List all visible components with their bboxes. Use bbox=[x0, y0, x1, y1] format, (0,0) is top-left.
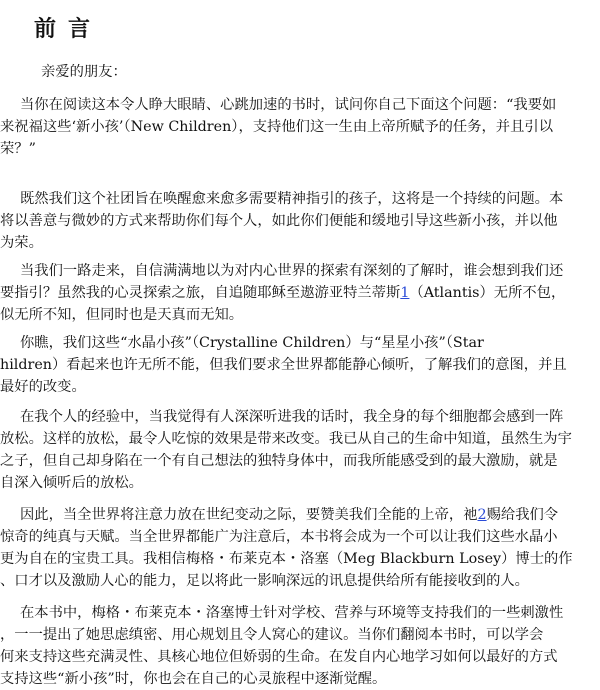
paragraph-3-line-2 bbox=[0, 282, 565, 304]
footnote-2-link[interactable]: 2 bbox=[477, 507, 487, 523]
paragraph-1-line-3: 荣？” bbox=[0, 141, 36, 157]
footnote-1-link[interactable]: 1 bbox=[400, 285, 410, 301]
paragraph-2-line-3: 为荣。 bbox=[0, 235, 43, 251]
paragraph-5-line-3: 之子，但自己却身陷在一个有自己想法的独特身体中，而我所能感受到的最大激励，就是 bbox=[0, 453, 558, 469]
paragraph-6-line-2: 惊奇的纯真与天赋。当全世界都能广为注意后，本书将会成为一个可以让我们这些水晶小 bbox=[0, 529, 558, 545]
paragraph-7-line-2: ，一一提出了她思虑缜密、用心规划且令人窝心的建议。当你们翻阅本书时，可以学会 bbox=[0, 627, 544, 643]
paragraph-6-line-1 bbox=[20, 504, 558, 526]
paragraph-7-line-4: 支持这些“新小孩”时，你也会在自己的心灵旅程中逐渐觉醒。 bbox=[0, 671, 387, 687]
paragraph-3-line-3: 似无所不知，但同时也是天真而无知。 bbox=[0, 307, 244, 323]
paragraph-1-line-2: 来祝福这些‘新小孩’（New Children），支持他们这一生由上帝所赋予的任务，并且引以 bbox=[0, 119, 553, 135]
paragraph-2-line-1: 既然我们这个社团旨在唤醒愈来愈多需要精神指引的孩子，这将是一个持续的问题。本 bbox=[20, 191, 564, 207]
paragraph-3-line-1: 当我们一路走来，自信满满地以为对内心世界的探索有深刻的了解时，谁会想到我们还 bbox=[20, 263, 564, 279]
paragraph-6-line-4: 、口才以及激励人心的能力，足以将此一影响深远的讯息提供给所有能接收到的人。 bbox=[0, 573, 529, 589]
paragraph-7-line-3: 何来支持这些充满灵性、具核心地位但娇弱的生命。在发自内心地学习如何以最好的方式 bbox=[0, 649, 558, 665]
paragraph-2-line-2: 将以善意与微妙的方式来帮助你们每个人，如此你们便能和缓地引导这些新小孩，并以他 bbox=[0, 213, 558, 229]
page-title: 前言 bbox=[34, 16, 103, 42]
paragraph-4-line-1: 你瞧，我们这些“水晶小孩”（Crystalline Children）与“星星小孩”（Star bbox=[20, 335, 484, 351]
paragraph-6-line-1-text: 因此，当全世界将注意力放在世纪变动之际，要赞美我们全能的上帝，祂 bbox=[20, 507, 478, 523]
paragraph-4-line-3: 最好的改变。 bbox=[0, 379, 86, 395]
paragraph-5-line-1: 在我个人的经验中，当我觉得有人深深听进我的话时，我全身的每个细胞都会感到一阵 bbox=[20, 409, 564, 425]
paragraph-4-line-2: hildren）看起来也许无所不能，但我们要求全世界都能静心倾听，了解我们的意图，并且 bbox=[0, 357, 567, 373]
paragraph-7-line-1: 在本书中，梅格・布莱克本・洛塞博士针对学校、营养与环境等支持我们的一些刺激性 bbox=[20, 605, 564, 621]
paragraph-6-line-1-tail: 赐给我们令 bbox=[486, 507, 559, 523]
paragraph-5-line-2: 放松。这样的放松，最令人吃惊的效果是带来改变。我已从自己的生命中知道，虽然生为宇 bbox=[0, 431, 572, 447]
greeting: 亲爱的朋友： bbox=[41, 64, 127, 80]
paragraph-5-line-4: 自深入倾听后的放松。 bbox=[0, 475, 143, 491]
paragraph-3-line-2-tail: （Atlantis）无所不包， bbox=[409, 285, 566, 301]
paragraph-1-line-1: 当你在阅读这本令人睁大眼睛、心跳加速的书时，试问你自己下面这个问题：“我要如 bbox=[20, 97, 557, 113]
paragraph-6-line-3: 更为自在的宝贵工具。我相信梅格・布莱克本・洛塞（Meg Blackburn Losey）博士的作 bbox=[0, 551, 573, 567]
paragraph-3-line-2-text: 要指引？虽然我的心灵探索之旅，自追随耶稣至遨游亚特兰蒂斯 bbox=[0, 285, 401, 301]
